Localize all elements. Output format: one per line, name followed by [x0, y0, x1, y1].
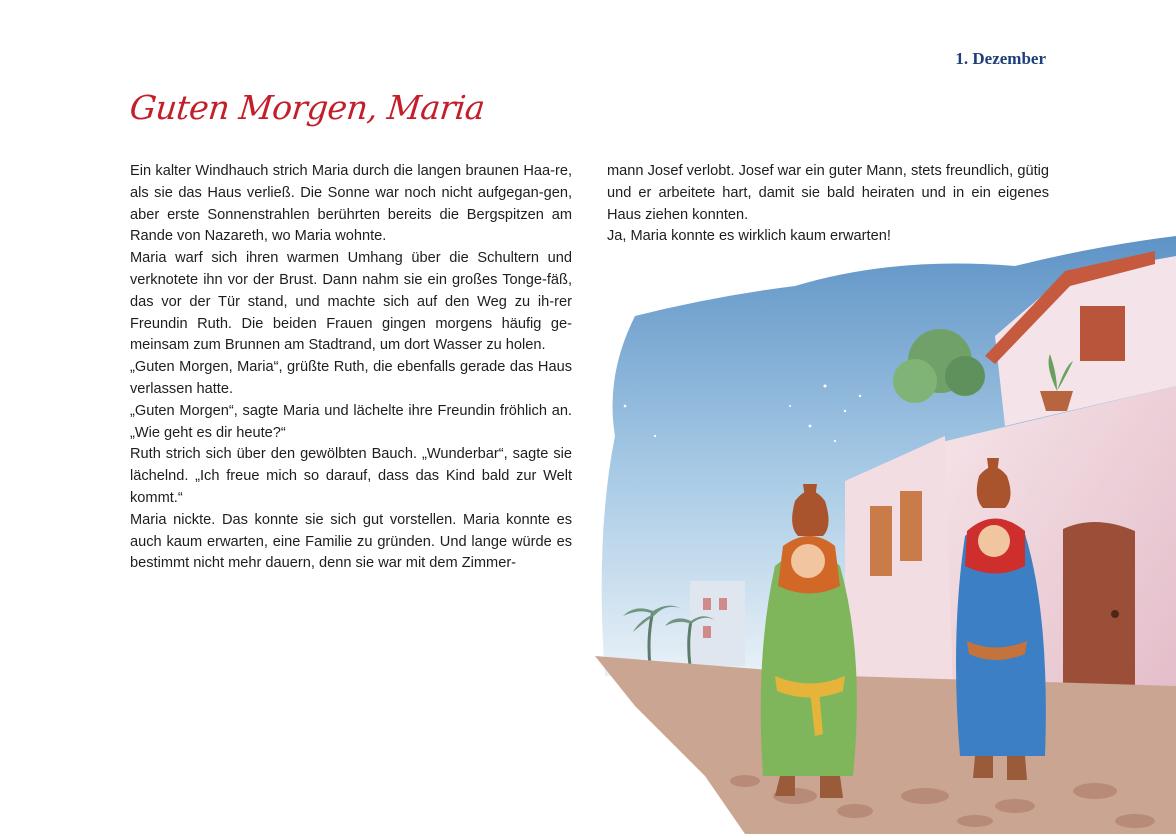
- paragraph: Maria warf sich ihren warmen Umhang über die Schultern und verknotete ihn vor der Brust. Dann nahm sie ein großes Tonge-fäß, das vor der Tür stand, und machte sich auf den Weg zu ih-rer Freundin Ruth. Die beiden Frauen gingen morgens häufig ge-meinsam zum Brunnen am Stadtrand, um dort Wasser zu holen.: [130, 250, 572, 354]
- text-column-left: [130, 161, 572, 575]
- paragraph: Maria nickte. Das konnte sie sich gut vorstellen. Maria konnte es auch kaum erwarten, eine Familie zu gründen. Und lange würde es bestimmt nicht mehr dauern, denn sie war mit dem Zimmer-: [130, 511, 572, 572]
- illustration-women-carrying-jars: [595, 236, 1176, 834]
- window: [1080, 306, 1125, 361]
- distant-houses: [690, 581, 745, 666]
- paragraph: Ruth strich sich über den gewölbten Bauch. „Wunderbar“, sagte sie lächelnd. „Ich freue mich so darauf, dass das Kind bald zur Welt kommt.“: [130, 446, 572, 506]
- paragraph: Ein kalter Windhauch strich Maria durch die langen braunen Haa-re, als sie das Haus verließ. Die Sonne war noch nicht aufgegan-gen, aber erste Sonnenstrahlen berührten bereits die Bergspitzen am Rande von Nazareth, wo Maria wohnte.: [130, 163, 572, 245]
- paragraph: „Guten Morgen, Maria“, grüßte Ruth, die ebenfalls gerade das Haus verlassen hatte.: [130, 359, 572, 397]
- paragraph: Ja, Maria konnte es wirklich kaum erwarten!: [607, 228, 891, 245]
- date-heading: 1. Dezember: [955, 49, 1046, 68]
- paragraph: „Guten Morgen“, sagte Maria und lächelte ihre Freundin fröhlich an. „Wie geht es dir heute?“: [130, 402, 572, 441]
- door: [1063, 522, 1135, 706]
- story-title: Guten Morgen, Maria: [127, 88, 487, 127]
- paragraph: mann Josef verlobt. Josef war ein guter Mann, stets freundlich, gütig und er arbeitete hart, damit sie bald heiraten und in ein eigenes Haus ziehen konnten.: [607, 163, 1049, 223]
